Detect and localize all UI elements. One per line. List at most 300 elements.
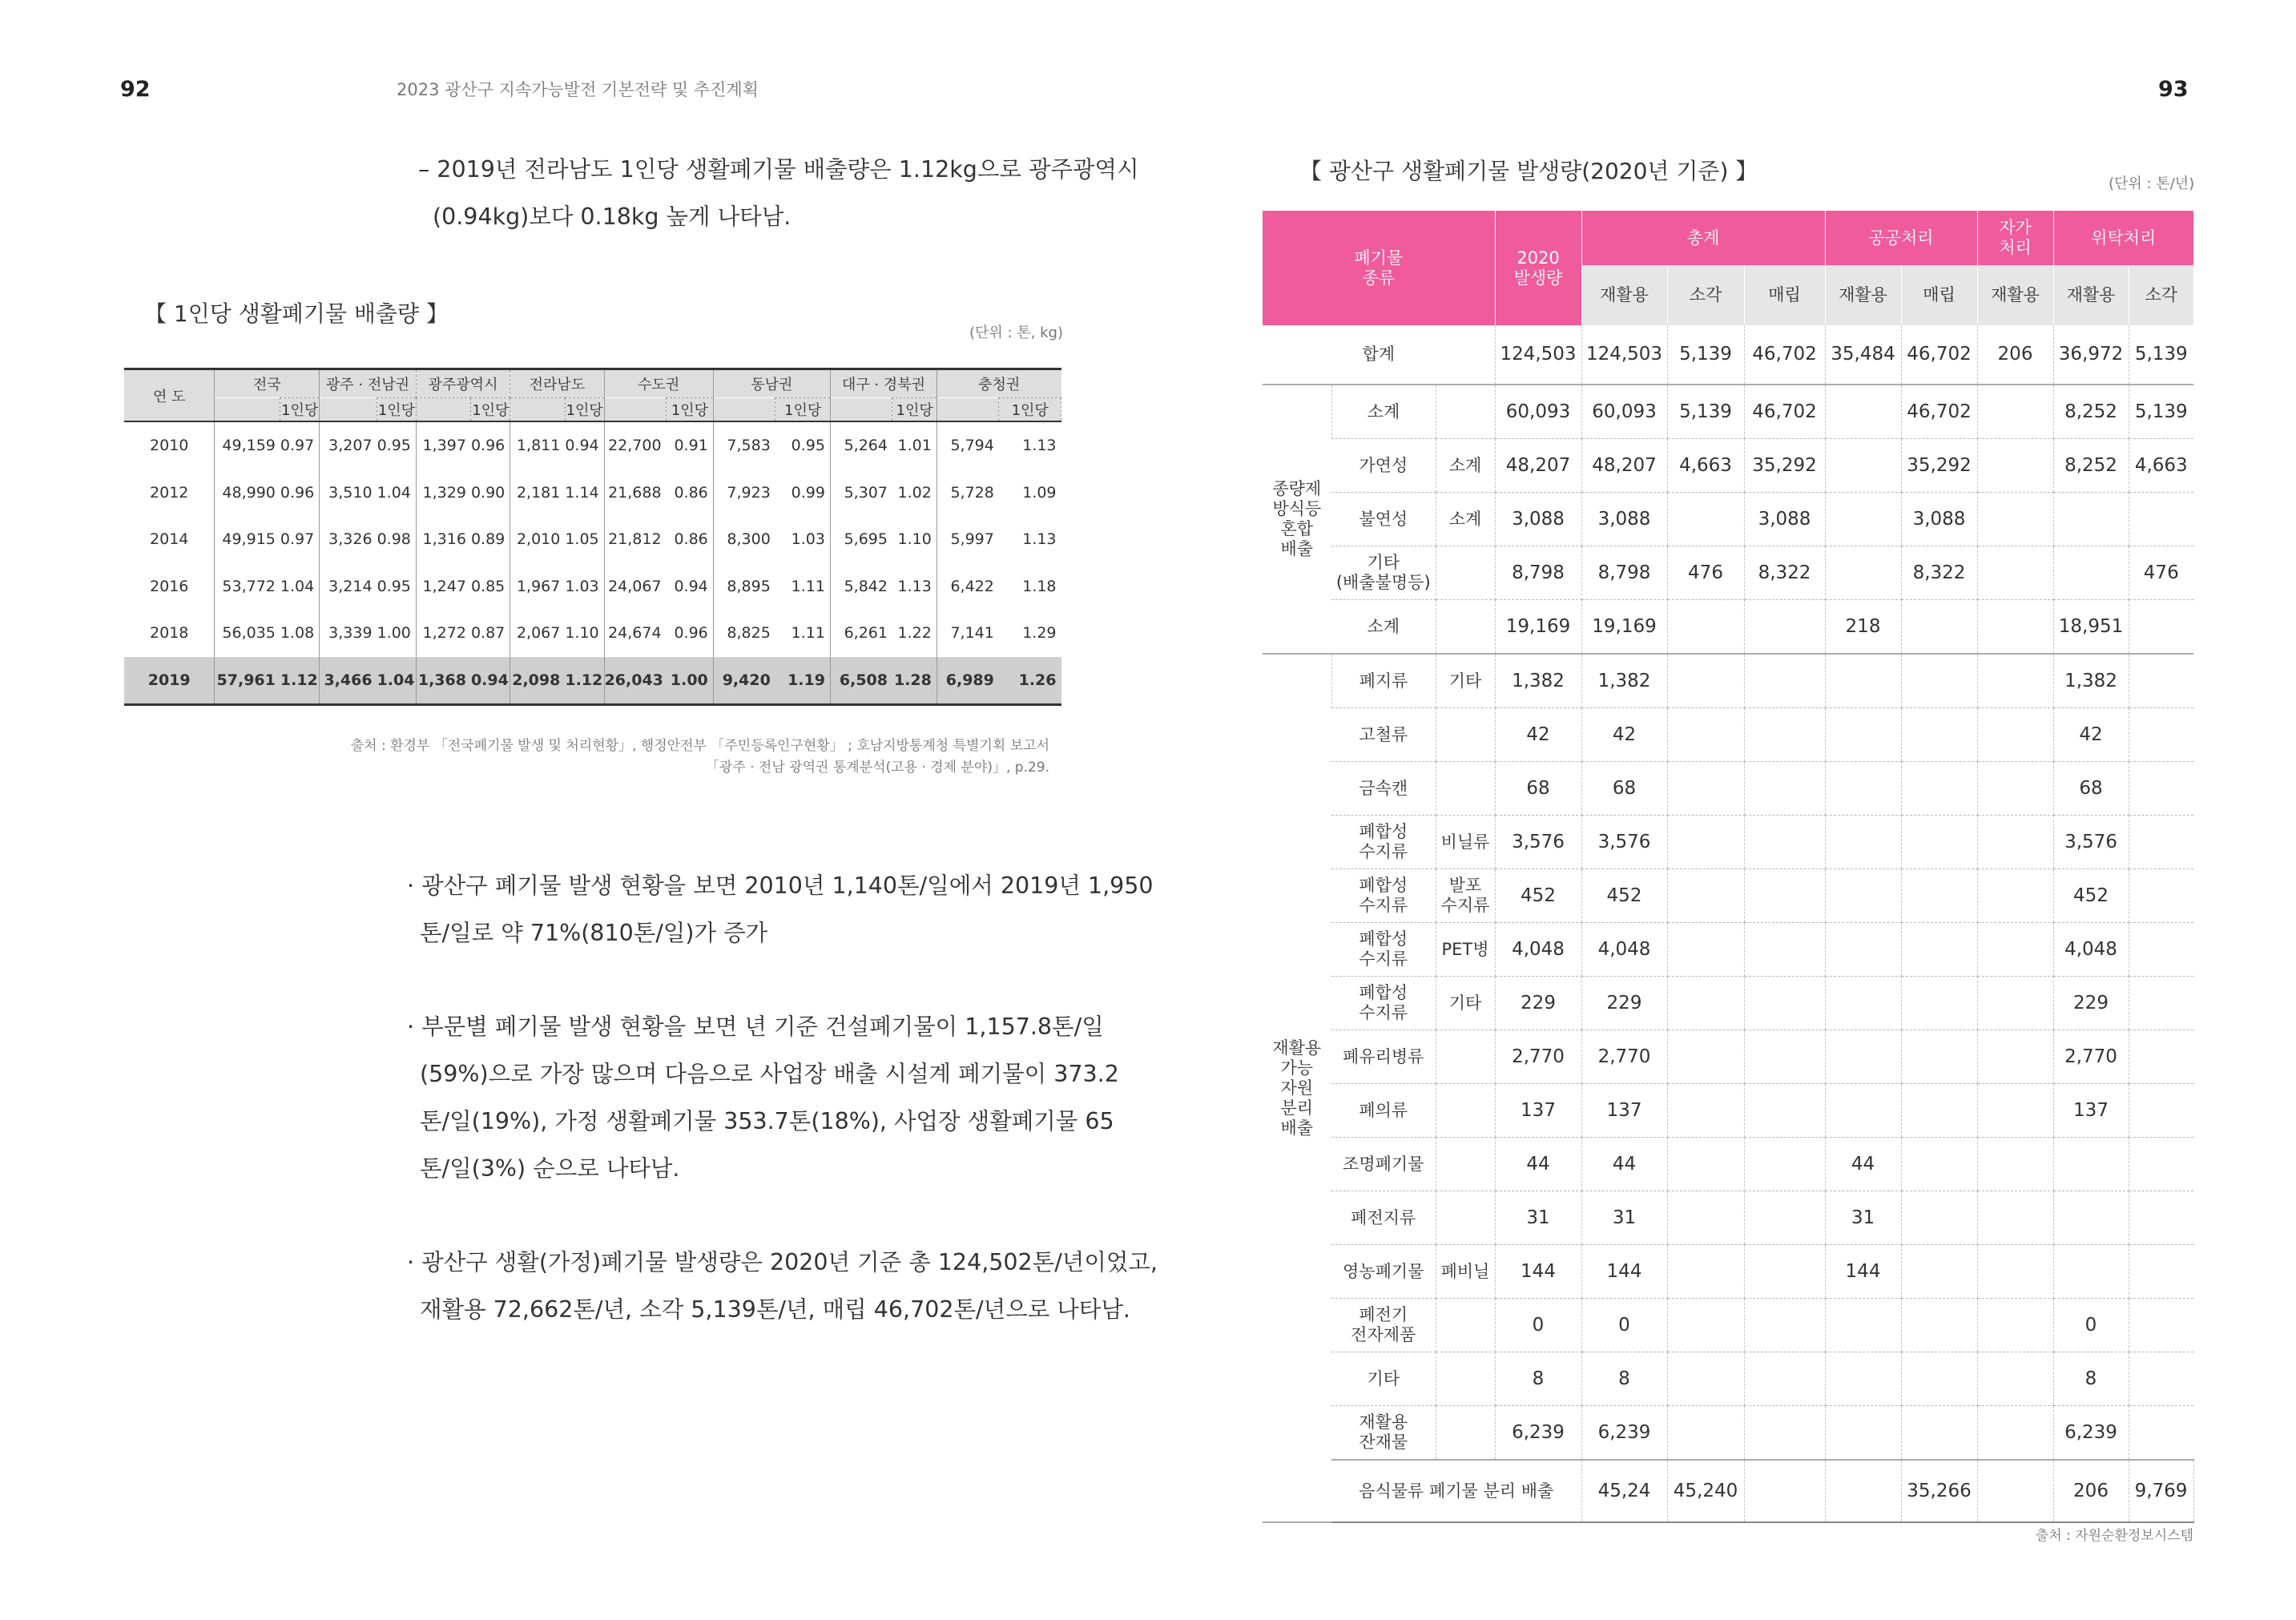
year-cell: 2014: [150, 530, 189, 549]
value-cell: [1977, 1406, 2053, 1461]
value-cell: [2053, 546, 2129, 600]
value-cell: [1825, 708, 1901, 762]
table-row: [1263, 1299, 2193, 1352]
bullet-2-line-4: 톤/일(3%) 순으로 나타남.: [420, 1155, 680, 1182]
per-capita-cell: 1.09: [1022, 483, 1057, 502]
value-cell: [1744, 923, 1825, 977]
waste-type-line: 수지류: [1359, 949, 1408, 969]
sub-type-cell: [1436, 654, 1495, 708]
total-cell: 5,695: [830, 516, 892, 563]
value-cell: 2,770: [2053, 1030, 2129, 1084]
value-cell: 206: [2053, 1460, 2129, 1522]
waste-type-line: 폐지류: [1359, 671, 1408, 691]
header-consign: 위탁처리: [2053, 211, 2193, 265]
header-gwangju-city: 광주광역시: [416, 369, 510, 398]
sub-type-line: 기타: [1448, 993, 1482, 1013]
total-cell: 22,700: [604, 421, 667, 469]
table1-source: [240, 735, 1049, 779]
sub-type-cell: [1436, 439, 1495, 493]
value-cell: [1901, 816, 1977, 869]
total-cell: 24,067: [604, 563, 667, 611]
waste-type-cell: [1331, 385, 1436, 439]
total-cell: 5,794: [937, 421, 999, 469]
value-cell: [1667, 923, 1744, 977]
value-cell: [1744, 1406, 1825, 1461]
value-cell: 3,088: [1581, 493, 1667, 546]
header-self-line-1: 자가: [1999, 218, 2032, 237]
total-cell: 2,098: [510, 657, 566, 705]
header-per-capita: 1인당: [565, 398, 604, 422]
value-cell: 68: [1581, 762, 1667, 816]
value-cell: [1977, 1299, 2053, 1352]
value-cell: [1977, 1191, 2053, 1245]
value-cell: [1667, 1299, 1744, 1352]
group-label-line: 자원: [1280, 1078, 1314, 1098]
table-row: [1263, 385, 2193, 439]
table-row: [1263, 654, 2193, 708]
waste-type-line: 소계: [1367, 401, 1400, 421]
header-waste-type: [1263, 211, 1495, 325]
value-cell: 48,207: [1495, 439, 1581, 493]
per-capita-cell: 1.14: [565, 483, 599, 502]
value-cell: [1667, 762, 1744, 816]
table-row: [1263, 869, 2193, 923]
per-capita-cell: 1.13: [1022, 437, 1057, 455]
header-per-capita: 1인당: [775, 398, 831, 422]
value-cell: [1901, 708, 1977, 762]
sub-type-line: 소계: [1448, 509, 1482, 529]
value-cell: [1901, 1191, 1977, 1245]
per-capita-cell: 0.86: [674, 483, 708, 502]
table-row: [1263, 1030, 2193, 1084]
waste-type-cell: [1331, 1245, 1436, 1299]
value-cell: 8: [2053, 1352, 2129, 1406]
total-cell: 49,915: [215, 516, 280, 563]
header-consign-recycle: 재활용: [2053, 265, 2129, 325]
waste-type-cell: [1331, 1460, 1581, 1522]
value-cell: 8,322: [1744, 546, 1825, 600]
value-cell: [1667, 1138, 1744, 1191]
header-southeast: 동남권: [713, 369, 830, 398]
per-capita-cell: 1.11: [791, 624, 825, 643]
per-capita-cell: 0.98: [377, 530, 411, 549]
total-cell: 8,825: [713, 610, 775, 657]
value-cell: [1825, 654, 1901, 708]
per-capita-cell: 0.94: [471, 657, 510, 705]
value-cell: [1667, 816, 1744, 869]
group-label-line: 가능: [1280, 1058, 1314, 1078]
waste-type-line: 폐의류: [1359, 1100, 1408, 1120]
value-cell: [1901, 1030, 1977, 1084]
value-cell: [1977, 439, 2053, 493]
waste-type-line: 고철류: [1359, 724, 1408, 744]
per-capita-cell: 1.28: [892, 657, 937, 705]
value-cell: 8,798: [1495, 546, 1581, 600]
value-cell: 206: [1977, 325, 2053, 385]
value-cell: 2,770: [1581, 1030, 1667, 1084]
bullet-3: [407, 1239, 1158, 1333]
value-cell: [1744, 1030, 1825, 1084]
per-capita-cell: 0.94: [674, 577, 708, 595]
bullet-3-line-1: · 광산구 생활(가정)폐기물 발생량은 2020년 기준 총 124,502톤/년이었고,: [407, 1249, 1158, 1275]
waste-type-cell: [1331, 923, 1436, 977]
group-label-line: 혼합: [1280, 519, 1314, 538]
value-cell: 8,322: [1901, 546, 1977, 600]
value-cell: 68: [1495, 762, 1581, 816]
waste-type-line: 가연성: [1359, 455, 1408, 475]
value-cell: 31: [1825, 1191, 1901, 1245]
waste-type-cell: [1331, 1406, 1436, 1461]
waste-type-line: 전자제품: [1351, 1325, 1416, 1344]
value-cell: 229: [1495, 977, 1581, 1030]
per-capita-cell: 1.01: [897, 437, 932, 455]
value-cell: [1977, 762, 2053, 816]
header-total-landfill: 매립: [1744, 265, 1825, 325]
intro-bullet: [418, 146, 1139, 240]
per-capita-cell: 1.08: [280, 624, 315, 643]
total-cell: 57,961: [215, 657, 280, 705]
value-cell: [1744, 654, 1825, 708]
total-cell: 24,674: [604, 610, 667, 657]
value-cell: [1977, 654, 2053, 708]
sub-type-line: 폐비닐: [1440, 1261, 1490, 1281]
per-capita-cell: 0.95: [791, 437, 825, 455]
per-capita-cell: 0.95: [377, 577, 411, 595]
waste-type-line: 기타: [1367, 553, 1400, 572]
value-cell: 35,484: [1825, 325, 1901, 385]
per-capita-cell: 0.91: [674, 437, 708, 455]
value-cell: 144: [1825, 1245, 1901, 1299]
value-cell: [2053, 1138, 2129, 1191]
table-row: [1263, 325, 2193, 385]
waste-type-line: 수지류: [1359, 842, 1408, 861]
header-public: 공공처리: [1825, 211, 1977, 265]
table-row: [1263, 439, 2193, 493]
value-cell: 44: [1581, 1138, 1667, 1191]
value-cell: 4,048: [1495, 923, 1581, 977]
value-cell: 42: [1495, 708, 1581, 762]
table-row: [1263, 600, 2193, 655]
value-cell: 137: [1495, 1084, 1581, 1138]
value-cell: [2129, 1245, 2193, 1299]
waste-type-cell: [1331, 708, 1436, 762]
bullet-3-line-2: 재활용 72,662톤/년, 소각 5,139톤/년, 매립 46,702톤/년으로 나타남.: [420, 1296, 1130, 1323]
group-recyclable: [1263, 654, 1331, 1522]
value-cell: [2053, 1245, 2129, 1299]
header-per-capita: 1인당: [471, 398, 510, 422]
value-cell: 144: [1581, 1245, 1667, 1299]
waste-type-cell: [1331, 1299, 1436, 1352]
total-cell: 1,397: [416, 421, 471, 469]
value-cell: [2129, 600, 2193, 655]
value-cell: 5,139: [2129, 385, 2193, 439]
waste-type-cell: [1331, 439, 1436, 493]
total-cell: 5,728: [937, 469, 999, 517]
value-cell: [1744, 1084, 1825, 1138]
total-cell: 48,990: [215, 469, 280, 517]
sub-type-cell: [1436, 869, 1495, 923]
value-cell: [1667, 1352, 1744, 1406]
table-row: [1263, 977, 2193, 1030]
value-cell: [2053, 1191, 2129, 1245]
value-cell: [1901, 1245, 1977, 1299]
year-cell: 2012: [150, 483, 189, 502]
header-chungcheong: 충청권: [937, 369, 1061, 398]
total-cell: 49,159: [215, 421, 280, 469]
per-capita-cell: 1.10: [897, 530, 932, 549]
year-cell: 2019: [124, 657, 215, 705]
table-row: [1263, 546, 2193, 600]
value-cell: [1667, 493, 1744, 546]
value-cell: 46,702: [1744, 385, 1825, 439]
value-cell: 35,292: [1901, 439, 1977, 493]
table-row: [1263, 1406, 2193, 1461]
value-cell: 4,048: [1581, 923, 1667, 977]
waste-type-line: 폐합성: [1359, 929, 1408, 949]
value-cell: 42: [1581, 708, 1667, 762]
header-public-landfill: 매립: [1901, 265, 1977, 325]
value-cell: [1744, 1352, 1825, 1406]
sub-type-cell: [1436, 1030, 1495, 1084]
value-cell: [1977, 708, 2053, 762]
per-capita-cell: 1.26: [999, 657, 1061, 705]
value-cell: 46,702: [1901, 385, 1977, 439]
value-cell: [1977, 385, 2053, 439]
per-capita-cell: 0.96: [280, 483, 315, 502]
per-capita-cell: 1.22: [897, 624, 932, 643]
table2-source: 출처 : 자원순환정보시스템: [2035, 1528, 2193, 1544]
table-row: [1263, 1245, 2193, 1299]
value-cell: [2129, 1352, 2193, 1406]
value-cell: [1825, 439, 1901, 493]
waste-type-cell: [1331, 546, 1436, 600]
header-gwangju-jeonnam: 광주 · 전남권: [320, 369, 417, 398]
per-capita-cell: 1.00: [377, 624, 411, 643]
value-cell: [1667, 1245, 1744, 1299]
header-self: [1977, 211, 2053, 265]
total-cell: 3,214: [320, 563, 377, 611]
table1-source-line-1: 출처 : 환경부 「전국폐기물 발생 및 처리현황」, 행정안전부 「주민등록인구현황」 ; 호남지방통계청 특별기획 보고서: [350, 738, 1049, 754]
table-row: [124, 516, 1061, 563]
table-row: [1263, 1352, 2193, 1406]
value-cell: [1901, 1352, 1977, 1406]
sub-type-line: 발포: [1448, 876, 1482, 895]
value-cell: [1667, 600, 1744, 655]
value-cell: [2129, 869, 2193, 923]
sub-type-cell: [1436, 816, 1495, 869]
value-cell: 4,663: [2129, 439, 2193, 493]
waste-type-line: 소계: [1367, 616, 1400, 636]
total-cell: 56,035: [215, 610, 280, 657]
value-cell: 229: [2053, 977, 2129, 1030]
header-waste-type-line-2: 종류: [1362, 268, 1396, 288]
header-self-recycle: 재활용: [1977, 265, 2053, 325]
value-cell: [1977, 493, 2053, 546]
waste-type-line: 재활용: [1359, 1412, 1408, 1432]
waste-type-cell: [1331, 1191, 1436, 1245]
header-per-capita: 1인당: [892, 398, 937, 422]
per-capita-cell: 0.96: [470, 437, 506, 455]
per-capita-cell: 0.96: [674, 624, 708, 643]
table-row: [124, 421, 1061, 469]
table-row: [124, 469, 1061, 517]
waste-type-line: 수지류: [1359, 1003, 1408, 1022]
total-cell: 1,811: [510, 421, 566, 469]
waste-type-cell: [1331, 816, 1436, 869]
value-cell: [1667, 1191, 1744, 1245]
value-cell: [2129, 1138, 2193, 1191]
sub-type-line: 수지류: [1440, 896, 1490, 915]
table-row: [1263, 708, 2193, 762]
waste-type-line: 영농폐기물: [1343, 1261, 1424, 1281]
total-cell: 6,261: [830, 610, 892, 657]
waste-type-line: 불연성: [1359, 509, 1408, 529]
group-label-line: 방식등: [1272, 499, 1322, 518]
bullet-2: [407, 1003, 1119, 1192]
bullet-1: [407, 862, 1154, 957]
table-row: [124, 563, 1061, 611]
waste-type-cell: [1331, 1138, 1436, 1191]
waste-type-line: (배출불명등): [1335, 573, 1431, 592]
bullet-1-line-1: · 광산구 폐기물 발생 현황을 보면 2010년 1,140톤/일에서 2019년 1,950: [407, 872, 1154, 899]
total-cell: 2,067: [510, 610, 566, 657]
value-cell: 5,139: [1667, 325, 1744, 385]
sub-type-cell: [1436, 493, 1495, 546]
table1-source-line-2: 「광주 · 전남 광역권 통계분석(고용 · 경제 분야)」, p.29.: [705, 760, 1049, 776]
value-cell: [1977, 1084, 2053, 1138]
value-cell: 4,663: [1667, 439, 1744, 493]
value-cell: [1977, 600, 2053, 655]
value-cell: [1901, 923, 1977, 977]
total-cell: 6,989: [937, 657, 999, 705]
sub-type-cell: [1436, 977, 1495, 1030]
table-row: [124, 657, 1061, 705]
waste-type-line: 폐합성: [1359, 876, 1408, 895]
per-capita-cell: 0.94: [565, 437, 599, 455]
total-cell: 3,510: [320, 469, 377, 517]
value-cell: [1667, 1406, 1744, 1461]
value-cell: 6,239: [1581, 1406, 1667, 1461]
value-cell: 218: [1825, 600, 1901, 655]
header-per-capita: 1인당: [280, 398, 320, 422]
total-cell: 53,772: [215, 563, 280, 611]
intro-line-2: (0.94kg)보다 0.18kg 높게 나타남.: [433, 204, 792, 230]
header-daegu-gyeongbuk: 대구 · 경북권: [830, 369, 937, 398]
value-cell: 68: [2053, 762, 2129, 816]
value-cell: [1825, 493, 1901, 546]
per-capita-cell: 0.95: [377, 437, 411, 455]
year-cell: 2016: [150, 577, 189, 595]
header-waste-type-line-1: 폐기물: [1354, 248, 1404, 268]
waste-type-line: 금속캔: [1359, 778, 1408, 798]
total-cell: 26,043: [604, 657, 667, 705]
per-capita-cell: 1.05: [565, 530, 599, 549]
table-row: [1263, 762, 2193, 816]
per-capita-cell: 1.03: [791, 530, 825, 549]
per-capita-cell: 0.89: [470, 530, 506, 549]
value-cell: [2129, 493, 2193, 546]
header-national: 전국: [215, 369, 320, 398]
value-cell: [1744, 1191, 1825, 1245]
value-cell: 137: [1581, 1084, 1667, 1138]
total-cell: 5,264: [830, 421, 892, 469]
per-capita-cell: 1.13: [1022, 530, 1057, 549]
value-cell: [1977, 816, 2053, 869]
value-cell: 36,972: [2053, 325, 2129, 385]
total-cell: 3,466: [320, 657, 377, 705]
value-cell: [1901, 869, 1977, 923]
waste-type-cell: [1331, 1352, 1436, 1406]
table1-unit: (단위 : 톤, kg): [969, 324, 1064, 341]
value-cell: [1825, 1299, 1901, 1352]
value-cell: 3,088: [1901, 493, 1977, 546]
waste-type-cell: [1331, 1030, 1436, 1084]
value-cell: [1825, 1460, 1901, 1522]
per-capita-cell: 0.86: [674, 530, 708, 549]
value-cell: [1977, 546, 2053, 600]
value-cell: [1744, 1299, 1825, 1352]
value-cell: [1977, 977, 2053, 1030]
header-jeonnam: 전라남도: [510, 369, 604, 398]
value-cell: 19,169: [1581, 600, 1667, 655]
bullet-2-line-2: (59%)으로 가장 많으며 다음으로 사업장 배출 시설계 폐기물이 373.2: [420, 1061, 1119, 1087]
total-cell: 7,141: [937, 610, 999, 657]
value-cell: 124,503: [1495, 325, 1581, 385]
total-cell: 1,368: [416, 657, 471, 705]
total-cell: 21,812: [604, 516, 667, 563]
sub-type-cell: [1436, 923, 1495, 977]
per-capita-cell: 1.13: [897, 577, 932, 595]
value-cell: 1,382: [2053, 654, 2129, 708]
value-cell: [1744, 869, 1825, 923]
running-title: 2023 광산구 지속가능발전 기본전략 및 추진계획: [397, 80, 759, 99]
value-cell: [1977, 1460, 2053, 1522]
waste-type-cell: [1331, 977, 1436, 1030]
header-per-capita: 1인당: [667, 398, 714, 422]
value-cell: 6,239: [2053, 1406, 2129, 1461]
group-label-line: 분리: [1280, 1098, 1314, 1118]
total-cell: 6,508: [830, 657, 892, 705]
value-cell: 137: [2053, 1084, 2129, 1138]
header-total-incinerate: 소각: [1667, 265, 1744, 325]
total-cell: 7,923: [713, 469, 775, 517]
per-capita-cell: 1.29: [1022, 624, 1057, 643]
sub-type-cell: [1436, 1299, 1495, 1352]
waste-type-line: 합계: [1362, 345, 1396, 364]
value-cell: 35,266: [1901, 1460, 1977, 1522]
table2-unit: (단위 : 톤/년): [2109, 175, 2195, 192]
table1-caption: 【 1인당 생활폐기물 배출량 】: [144, 300, 449, 327]
value-cell: 124,503: [1581, 325, 1667, 385]
sub-type-cell: [1436, 546, 1495, 600]
value-cell: [2129, 708, 2193, 762]
per-capita-cell: 1.18: [1022, 577, 1057, 595]
table-row: [1263, 1138, 2193, 1191]
sub-type-cell: [1436, 1084, 1495, 1138]
bullet-2-line-1: · 부문별 폐기물 발생 현황을 보면 년 기준 건설폐기물이 1,157.8톤/일: [407, 1014, 1104, 1040]
sub-type-cell: [1436, 385, 1495, 439]
value-cell: 35,292: [1744, 439, 1825, 493]
total-cell: 9,420: [713, 657, 775, 705]
table-row: [1263, 1460, 2193, 1522]
group-label-line: 종량제: [1272, 479, 1322, 498]
value-cell: 2,770: [1495, 1030, 1581, 1084]
value-cell: [1977, 1030, 2053, 1084]
value-cell: 46,702: [1744, 325, 1825, 385]
total-cell: 5,307: [830, 469, 892, 517]
waste-type-line: 수지류: [1359, 896, 1408, 915]
total-cell: 8,300: [713, 516, 775, 563]
